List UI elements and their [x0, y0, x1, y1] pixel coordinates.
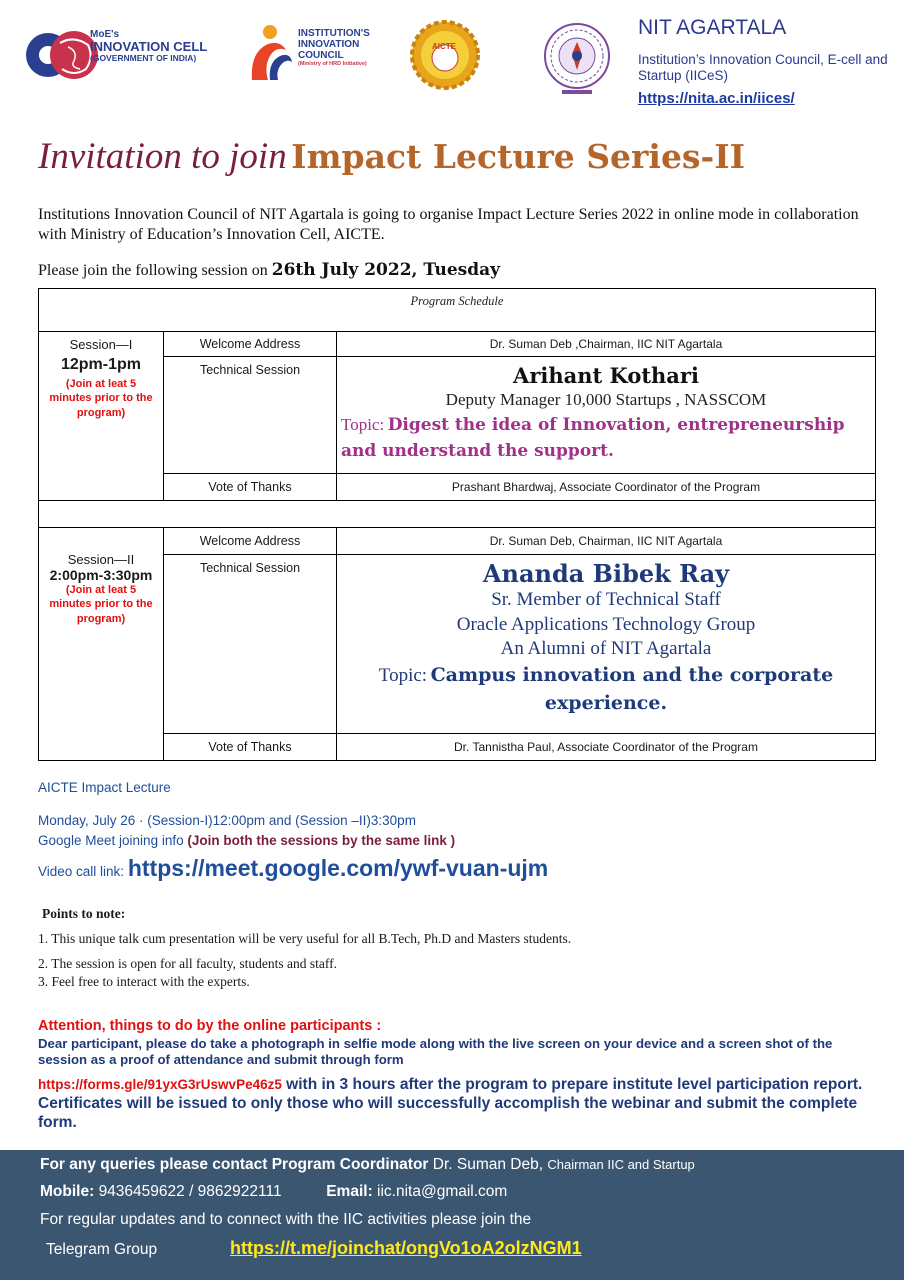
mobile-number: 9436459622 / 9862922111	[98, 1183, 282, 1200]
aicte-gear-icon	[410, 20, 480, 90]
mobile-label: Mobile:	[40, 1183, 95, 1200]
attention-heading: Attention, things to do by the online participants :	[38, 1018, 382, 1034]
s2-vote-value: Dr. Tannistha Paul, Associate Coordinator of the Program	[337, 734, 876, 761]
s1-welcome-label: Welcome Address	[164, 332, 337, 357]
s1-topic-label: Topic:	[341, 415, 385, 434]
s2-tech-cell	[337, 555, 876, 734]
footer-query-role: Chairman IIC and Startup	[547, 1157, 695, 1172]
s2-topic	[337, 662, 875, 723]
title-script: Invitation to join	[38, 136, 287, 177]
logo2-line1: INSTITUTION'S	[298, 28, 370, 39]
video-call-link[interactable]: https://meet.google.com/ywf-vuan-ujm	[127, 855, 549, 881]
s1-topic	[337, 410, 875, 470]
aicte-text: AICTE	[432, 42, 456, 51]
meet-note: (Join both the sessions by the same link )	[187, 833, 456, 848]
program-schedule-table	[38, 288, 876, 761]
footer-query	[40, 1156, 695, 1174]
logo1-line1: MoE's	[90, 29, 120, 40]
s1-vote-label: Vote of Thanks	[164, 474, 337, 501]
meet-info-label: Google Meet joining info	[38, 833, 184, 848]
event-when: Monday, July 26 · (Session-I)12:00pm and (Session –II)3:30pm	[38, 813, 416, 828]
table-row	[39, 357, 876, 474]
attention-after: with in 3 hours after the program to prepare institute level participation report. Certificates will be issued to only those who will successfully accomplish the webinar and submit the complete form.	[38, 1076, 863, 1131]
telegram-label: Telegram Group	[46, 1241, 158, 1258]
s2-desig1: Sr. Member of Technical Staff	[491, 589, 721, 610]
iic-logo	[246, 22, 386, 86]
s2-welcome-value: Dr. Suman Deb, Chairman, IIC NIT Agartala	[337, 528, 876, 555]
footer-query-name: Dr. Suman Deb,	[432, 1156, 544, 1173]
logo2-line2: INNOVATION	[298, 39, 360, 50]
logo1-line2: INNOVATION CELL	[90, 39, 208, 54]
session2-time: 2:00pm-3:30pm	[49, 567, 153, 583]
table-row	[39, 332, 876, 357]
institute-name: NIT AGARTALA	[638, 16, 787, 39]
council-name: Institution’s Innovation Council, E-cell and Startup (IICeS)	[638, 52, 888, 84]
s2-topic-text: Campus innovation and the corporate experience.	[430, 664, 834, 714]
event-name: AICTE Impact Lecture	[38, 780, 171, 795]
moe-innovation-cell-logo	[24, 25, 224, 85]
schedule-heading: Program Schedule	[39, 289, 876, 332]
session1-cell	[39, 332, 164, 501]
telegram-link[interactable]: https://t.me/joinchat/ongVo1oA2olzNGM1	[230, 1238, 582, 1258]
session2-name: Session—II	[67, 552, 135, 567]
table-row	[39, 474, 876, 501]
attention-body: Dear participant, please do take a photograph in selfie mode along with the live screen on your device and a screen shot of the session as a proof of attendance and submit through form	[38, 1036, 833, 1067]
s2-welcome-label: Welcome Address	[164, 528, 337, 555]
point-item: 3. Feel free to interact with the experts.	[38, 974, 250, 989]
s2-vote-label: Vote of Thanks	[164, 734, 337, 761]
session1-time: 12pm-1pm	[60, 356, 142, 373]
join-line	[38, 260, 500, 280]
logo2-line3: COUNCIL	[298, 50, 344, 61]
logo1-line3: (GOVERNMENT OF INDIA)	[90, 53, 197, 64]
logo2-line4: (Ministry of HRD Initiative)	[298, 61, 367, 67]
session2-cell	[39, 528, 164, 761]
email-address[interactable]: iic.nita@gmail.com	[377, 1183, 508, 1200]
s2-desig2: Oracle Applications Technology Group	[456, 613, 756, 635]
iices-link[interactable]: https://nita.ac.in/iices/	[638, 90, 795, 107]
s2-desig3: An Alumni of NIT Agartala	[500, 638, 712, 660]
person-swirl-icon	[246, 22, 294, 84]
session1-note: (Join at leat 5 minutes prior to the program)	[49, 378, 153, 419]
title-bold: Impact Lecture Series-II	[291, 137, 746, 176]
footer-contacts	[40, 1183, 507, 1201]
s1-designation: Deputy Manager 10,000 Startups , NASSCOM	[445, 390, 767, 409]
s1-speaker: Arihant Kothari	[513, 363, 699, 388]
form-link[interactable]: https://forms.gle/91yxG3rUswvPe46z5	[38, 1077, 282, 1092]
s2-speaker: Ananda Bibek Ray	[482, 559, 730, 588]
table-header-row	[39, 289, 876, 332]
join-prefix: Please join the following session on	[38, 262, 268, 279]
meet-info	[38, 833, 455, 848]
attention-form	[38, 1076, 868, 1133]
s1-topic-text: Digest the idea of Innovation, entrepreneurship and understand the support.	[341, 415, 845, 461]
table-row	[39, 528, 876, 555]
footer-query-bold: For any queries please contact Program Coordinator	[40, 1156, 429, 1173]
s1-tech-label: Technical Session	[164, 357, 337, 474]
spacer-row	[39, 501, 876, 528]
page-title	[38, 135, 878, 178]
nit-agartala-emblem	[542, 20, 612, 98]
aicte-logo	[410, 20, 480, 90]
s1-vote-value: Prashant Bhardwaj, Associate Coordinator of the Program	[337, 474, 876, 501]
point-item: 2. The session is open for all faculty, students and staff.	[38, 956, 337, 971]
points-heading: Points to note:	[42, 906, 126, 921]
s1-tech-cell	[337, 357, 876, 474]
session2-note: (Join at leat 5 minutes prior to the program)	[49, 584, 153, 625]
join-date: 26th July 2022, Tuesday	[271, 260, 500, 280]
intro-paragraph: Institutions Innovation Council of NIT Agartala is going to organise Impact Lecture Series 2022 in online mode in collaboration with Ministry of Education’s Innovation Cell, AICTE.	[38, 206, 859, 243]
s1-welcome-value: Dr. Suman Deb ,Chairman, IIC NIT Agartala	[337, 332, 876, 357]
footer-updates: For regular updates and to connect with the IIC activities please join the	[40, 1211, 532, 1228]
table-row	[39, 734, 876, 761]
s2-topic-label: Topic:	[378, 665, 428, 687]
video-label: Video call link:	[38, 864, 125, 879]
s2-tech-label: Technical Session	[164, 555, 337, 734]
video-call-line	[38, 855, 548, 882]
session1-name: Session—I	[69, 337, 133, 352]
nit-seal-icon	[542, 20, 612, 98]
email-label: Email:	[326, 1183, 373, 1200]
point-item: 1. This unique talk cum presentation will be very useful for all B.Tech, Ph.D and Masters students.	[38, 931, 572, 946]
table-row	[39, 555, 876, 734]
